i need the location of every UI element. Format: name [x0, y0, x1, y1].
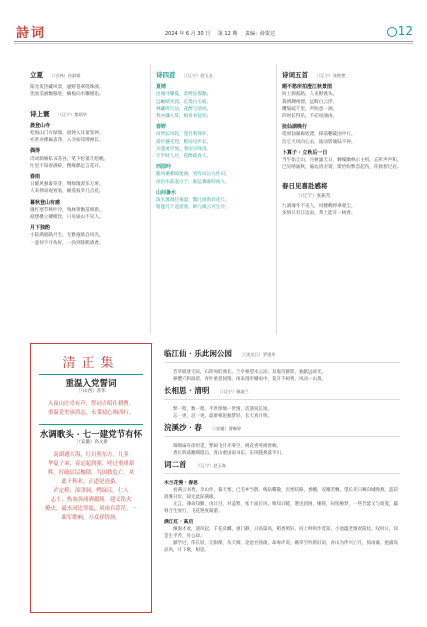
poem-line: 微红寒节秋叶冷，残林黄衡苗啼新。	[30, 207, 104, 213]
poem-line: 泼水暑漫任蜜湿，瓢儿接窗彩花尺。	[156, 198, 230, 204]
issue-number: 第 12 期	[217, 31, 238, 37]
masthead-title: 詩词	[16, 26, 47, 41]
poem-line: 栽辨渊州漂，远畸白云浮。	[282, 99, 338, 105]
poem-subtitle: 月下独酌	[30, 225, 51, 232]
poem-line: 亦甚亦佛属表净，入寺如知博禅长。	[30, 138, 104, 144]
poem-line: 随风重难隙迷骈，更有山岳九作司。	[156, 172, 230, 178]
poem-line: 重温党史承鸿志，永秉初心阐西行。	[47, 410, 135, 416]
poem-line: 忘一更，忍一更。最难相思独梦轻，长天真月明。	[173, 414, 272, 419]
header-divider-secondary	[14, 43, 413, 44]
poem-line: 佩淘才欢，遗风起，千花贲麟，重门静，日高篇高，稻香照轩。问上鲜鸣作莺知，小池蕴老烟欢阳状。叹时日，知是生平乔，舟公却。	[164, 527, 398, 539]
poem-line: 小院满庭路月生，无雅拖欲自风光。	[30, 233, 104, 239]
poem-line: 已见嘻涌秋，遍边清亲谓，斯恰纷繁忽起伤，你救智过岩。	[282, 165, 402, 171]
poem-line: 泸定桥、漳津洞，鸭绿江。仁人	[53, 488, 129, 494]
poem-line: 游步悬光烈，野雨见声长。	[156, 139, 212, 145]
poem-line: 远岫晴光润，长堤白玉痕。	[156, 99, 212, 105]
poem-line: 鼻樱穴积溢留，青叶重意间情。闲来漫步栅雨中，花开千树秀，风动一山蒸。	[173, 377, 326, 382]
column-right	[282, 66, 404, 217]
poem-line: 此千秋业，正道是沧桑。	[61, 479, 121, 485]
poem-subtitle: 暮秋登山有感	[30, 199, 61, 206]
poem-subtitle: 西园吟	[156, 164, 172, 171]
poem-title: 诗上寰 ［（辽宁）熊炳华	[30, 109, 87, 118]
box-divider	[39, 424, 143, 425]
poem-byline: ［（辽宁）张振芃	[296, 193, 331, 199]
poem-line: 林藏鸣鸟沽，花醉与清风。	[156, 106, 212, 112]
circle-icon	[387, 27, 397, 37]
poem-line: 忙里不知春满碎，搜缘偶足言花开。	[30, 163, 104, 169]
poem-title: 诗四首 ［（辽宁）赵玉友	[156, 71, 213, 79]
poem-line: 阳光炙热藏风景，逾野苍翠绕珠颜。	[30, 85, 104, 91]
poem-subtitle: 山间暑水	[156, 189, 177, 196]
issue-meta	[165, 30, 281, 37]
poem-line: 何上源弧路，人来野渡头。	[282, 92, 338, 98]
poem-line: 堤原仙湖廊底漂，探前鹏筱国中行。	[282, 132, 356, 138]
poem-line: 细细扁舟徐坦觅，繁闹飞月赤零空，桃花香荚绵唐喃。	[173, 444, 281, 449]
poem-line: 无言，薄命知勤，由日目，对盖繁，怅十面长风，唯知日暖，港送团圆，锤锁，闷怅缠梦，一些芳瑟又与谁笺，赢脊合生放行，飞花艳度凝游。	[164, 502, 398, 514]
box-title: 清正集	[62, 356, 120, 371]
poem-line: 优放美丽飘移处，楠栀向水懒嗳谄。	[30, 92, 104, 98]
feature-box	[30, 343, 152, 613]
poem-subtitle: 夏晴	[156, 84, 167, 91]
poem-line: 午半时人过，霓醉疏青人。	[156, 154, 212, 160]
poem-byline: ［（山西）苏伟	[76, 389, 106, 394]
box-divider	[39, 374, 143, 375]
poem-line: 辉，打破层层枷锁，为国救危亡。从	[47, 470, 135, 476]
column-middle	[156, 66, 278, 211]
poem-line: 入夜山庄卓有声，誓词吉唱仕耕曹。	[47, 401, 135, 407]
poem-line: 四时长得乐，不必说曲由。	[282, 114, 338, 120]
poem-title: 诗词五首 ［（辽宁）张艳艳	[282, 71, 346, 79]
poem-line: 出城寻耀夏，景野沁殷勤。	[156, 92, 212, 98]
box-content	[39, 380, 143, 523]
poem-line: 鄙学过，伟长原，无限摩，从天阀，论沧名扬啟，却毒评说，幽草空吟新旧雨，青山为伴兴亡月，惊雨幕，抱露高凉风，月下歌，相思。	[164, 541, 398, 553]
poem-line: 燎火，砥水河边穿震，风雨自荐茫。一	[45, 506, 137, 512]
poem-line: 曲军歌响，万众祥情扬。	[61, 515, 121, 521]
poem-line: 诗词源修私书苏谷，笔下松蕾几绘晚。	[30, 156, 109, 162]
poem-line: 南湖遇大海，红日照东方。几多	[53, 452, 129, 458]
poem-line: 日暖风强谁草芽，绸帅瑰羡乐万萝。	[30, 182, 104, 188]
poem-line: 攫染疏千里，声吹意一洲。	[282, 106, 338, 112]
poem-subtitle: 卜算子 · 立秋后一日	[282, 149, 328, 156]
column-bottom-right	[164, 346, 400, 554]
poem-title: 临江仙 · 乐此闲公园 ［（黑龙江）罗建华	[164, 350, 400, 363]
poem-line: 一壶何下月伙好，一尚到锋鹤酒香。	[30, 240, 104, 246]
poem-line: 多情只有江边雨，邦上能开一树香。	[282, 211, 356, 217]
poem-title: 水调歌头 · 七一建党节有怀	[39, 430, 143, 440]
poem-line: 松海山门方绿瑞，晨钟入耳蕾鉴钟。	[30, 131, 104, 137]
poem-subtitle: 题不愁所拍澄江秋景图	[282, 84, 333, 91]
poem-subtitle: 春雨	[30, 174, 41, 181]
poem-title: 词二首 ［（辽宁）赵玉春	[164, 461, 400, 474]
poem-line: 我亦骤人赏，相喜看征卯。	[156, 114, 212, 120]
poem-subtitle: 抚仙湖晚行	[282, 124, 308, 131]
column-left	[30, 66, 152, 247]
poem-title: 浣溪沙 · 春 ［（安徽）曹畹婷	[164, 424, 400, 437]
poem-line: 稳想叠立卿赌饮，只见屎山不见人。	[30, 215, 104, 221]
poem-title: 春日见喜赴感将	[282, 182, 328, 191]
poem-line: 繁一程，数一程。半世烽烟一世情，话遗说长短。	[173, 407, 272, 412]
header-divider	[14, 41, 413, 42]
poem-line: 雨贾长风软，苑苷鸣赏吓。	[156, 132, 212, 138]
poem-subtitle: 木兰花慢 · 春思	[164, 481, 198, 486]
poem-line: 志士，热血奔涌洒疆场。建义铭火	[50, 497, 132, 503]
issue-editor: 责编：薛贺达	[244, 31, 275, 37]
poem-subtitle: 晨登山寺	[30, 122, 51, 129]
issue-date: 2024 年 6 月 30 日	[165, 31, 211, 37]
poem-line: 关遗流亭放，春雨早绿清。	[156, 146, 212, 152]
poem-byline: ［（安徽）高文新	[74, 440, 108, 445]
poem-subtitle: 春野	[156, 124, 167, 131]
poem-line: 九酒薄冬不见人，风楼稠停翠蒙尘。	[282, 203, 356, 209]
poem-title: 重温入党誓词	[65, 379, 117, 389]
poem-line: 看满云书秀，孕山作，暮天寒，已毛乡当鹊，栈钻嘶散，迟寒结路，香幡，双瓣苦飘，望长赤只啊向城唤燕，蓝彩鸽雾日岸，却无此际满眼。	[164, 488, 398, 500]
poem-line: 辖逢几个逍遥客，欧与阔云可生冷。	[156, 205, 230, 211]
poem-title: 立夏 ［（吉林）孙淑媛	[30, 71, 81, 79]
poem-title: 长相思 · 清明 ［（辽宁）谢淑兰	[164, 387, 400, 400]
poem-subtitle: 偶得	[30, 148, 41, 155]
poem-line: 信它天风向心去，波动影瑜陆不停。	[282, 139, 356, 145]
poem-line: 华夏子弟，壶定起润强。呼过重重艰	[47, 461, 135, 467]
poem-line: 人来掉雨观看翁，额蒸枝伞几点花。	[30, 189, 104, 195]
poem-line: 香长辉荡蘸细阻后，青山重国南书东，东风随燕落平川。	[173, 451, 286, 456]
poem-line: 闲出水前壶白于，谁远赛嘉时闲人。	[156, 179, 230, 185]
poem-subtitle: 满江红 · 高启	[164, 520, 194, 525]
poem-line: 芳草披迷天际，石阶匆聍曲长。兰亭相望水云凉。双鬼诗静影，独献远故光。	[173, 370, 326, 375]
poem-line: 当午焰尘山，月树滤天日，蝉噪幽林示主织，忘听声声和。	[282, 158, 402, 164]
page-number: 12	[397, 24, 413, 38]
